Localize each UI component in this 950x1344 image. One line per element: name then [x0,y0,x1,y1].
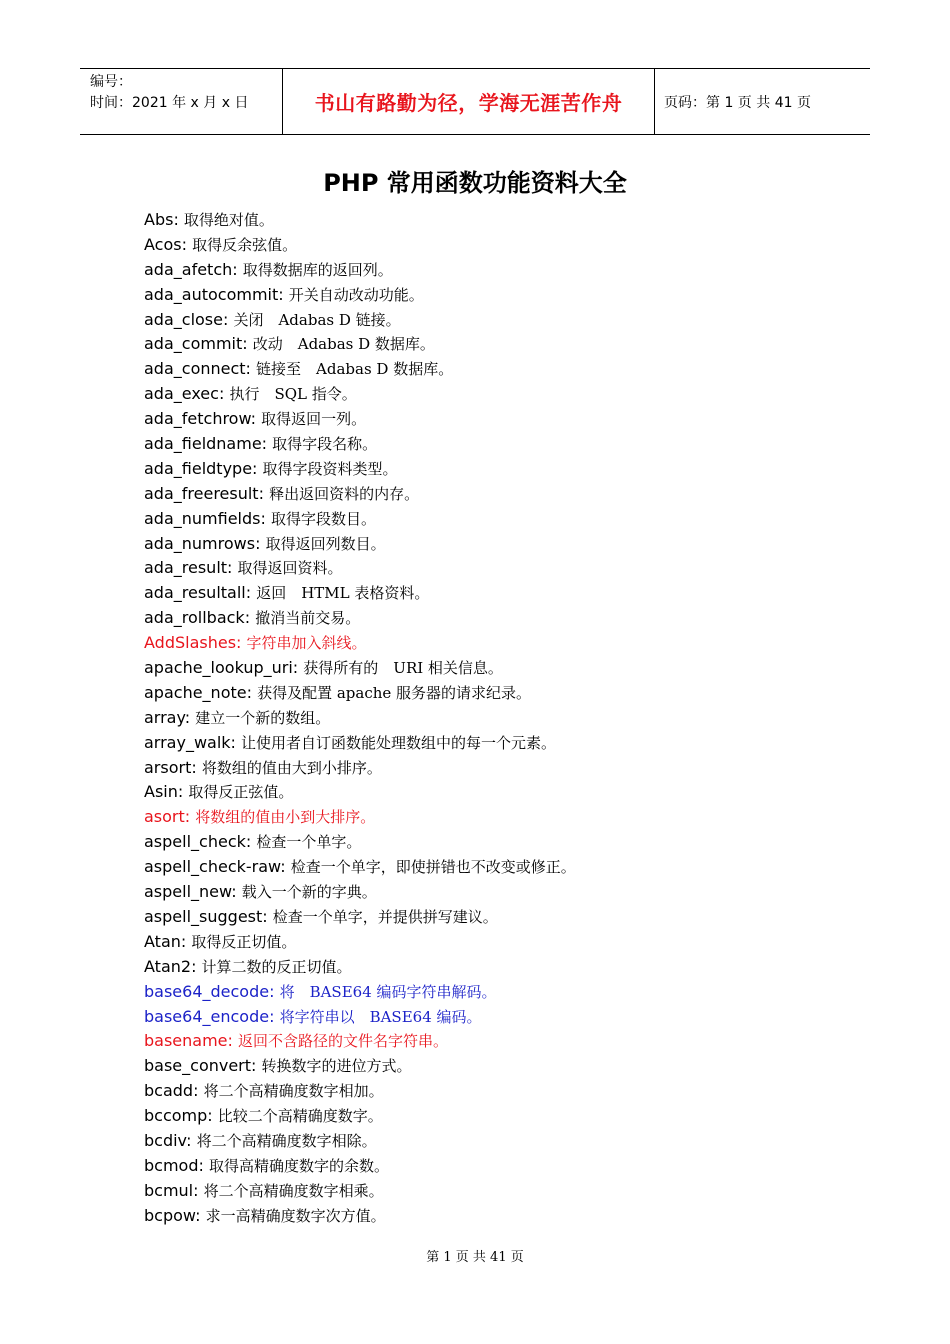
function-description: 计算二数的反正切值。 [201,957,352,976]
document-title: PHP 常用函数功能资料大全 [323,169,627,197]
function-name: Abs: [144,210,179,229]
function-description: 让使用者自订函数能处理数组中的每一个元素。 [241,733,557,752]
list-item [144,1005,864,1030]
function-name: basename: [144,1031,233,1051]
function-name: ada_close: [144,309,229,329]
function-description: 转换数字的进位方式。 [261,1057,412,1076]
list-item [144,855,864,880]
list-item [144,382,864,407]
function-description: 取得返回一列。 [261,410,367,429]
list-item [144,1154,864,1179]
function-description: 比较二个高精确度数字。 [217,1107,383,1126]
function-name: bcmod: [144,1155,204,1175]
function-name: AddSlashes: [144,633,242,653]
function-description: 执行 SQL 指令。 [229,385,357,404]
list-item [144,706,864,731]
function-description: 取得反余弦值。 [192,235,298,254]
function-description: 求一高精确度数字次方值。 [205,1206,386,1225]
list-item [144,631,864,656]
list-item [144,606,864,631]
function-name: aspell_check: [144,832,252,852]
function-name: Acos: [144,234,187,254]
header-table [80,68,870,135]
list-item [144,980,864,1005]
function-name: ada_freeresult: [144,483,264,503]
function-description: 撤消当前交易。 [255,609,361,628]
list-item [144,756,864,781]
function-name: ada_connect: [144,359,251,379]
list-item [144,880,864,905]
list-item [144,905,864,930]
list-item [144,656,864,681]
function-description: 将二个高精确度数字相加。 [203,1082,384,1101]
function-description: 取得反正弦值。 [188,783,294,802]
list-item [144,233,864,258]
header-info-cell [80,69,282,134]
function-name: apache_lookup_uri: [144,658,299,678]
function-name: ada_resultall: [144,583,252,603]
function-name: arsort: [144,757,197,777]
list-item [144,308,864,333]
list-item [144,507,864,532]
function-name: ada_rollback: [144,608,251,628]
function-description: 检查一个单字，并提供拼写建议。 [272,907,498,926]
function-description: 取得绝对值。 [183,211,274,229]
function-name: bccomp: [144,1106,213,1126]
function-description: 取得字段名称。 [272,435,378,454]
list-item [144,432,864,457]
list-item [144,258,864,283]
function-name: aspell_suggest: [144,906,268,926]
function-description: 检查一个单字。 [256,833,362,852]
function-name: array: [144,707,191,727]
list-item [144,830,864,855]
list-item [144,482,864,507]
function-name: apache_note: [144,682,252,702]
list-item [144,681,864,706]
function-description: 关闭 Adabas D 链接。 [233,310,401,329]
list-item [144,1204,864,1229]
date-text: 时间：2021 年 x 月 x 日 [90,95,249,111]
function-description: 获得所有的 URI 相关信息。 [303,659,503,678]
function-name: Atan2: [144,956,197,976]
function-description: 将数组的值由大到小排序。 [201,758,382,777]
function-description: 释出返回资料的内存。 [269,484,420,503]
function-description: 取得字段数目。 [270,509,376,528]
function-name: Atan: [144,931,187,951]
function-list [144,208,864,1229]
list-item [144,532,864,557]
function-description: 将数组的值由小到大排序。 [195,808,376,827]
function-description: 字符串加入斜线。 [246,634,367,653]
function-name: bcmul: [144,1180,199,1200]
function-description: 取得字段资料类型。 [262,459,398,478]
list-item [144,731,864,756]
function-description: 将 BASE64 编码字符串解码。 [279,982,497,1001]
function-description: 将二个高精确度数字相除。 [196,1131,377,1150]
list-item [144,208,864,233]
list-item [144,357,864,382]
function-name: ada_fieldtype: [144,458,258,478]
list-item [144,780,864,805]
function-description: 开关自动改动功能。 [288,285,424,304]
list-item [144,581,864,606]
function-name: Asin: [144,782,184,802]
function-description: 取得返回资料。 [237,559,343,578]
list-item [144,955,864,980]
function-description: 载入一个新的字典。 [241,883,377,902]
function-description: 检查一个单字，即使拼错也不改变或修正。 [290,858,576,877]
function-name: ada_autocommit: [144,284,284,304]
list-item [144,1054,864,1079]
page-footer: 第 1 页 共 41 页 [426,1250,524,1265]
list-item [144,1104,864,1129]
function-name: ada_fieldname: [144,434,268,454]
function-name: base64_encode: [144,1006,275,1026]
function-description: 取得反正切值。 [191,932,297,951]
function-description: 建立一个新的数组。 [195,708,331,727]
list-item [144,1129,864,1154]
function-name: base_convert: [144,1056,257,1076]
function-name: ada_numrows: [144,533,261,553]
function-name: ada_commit: [144,334,248,354]
function-description: 返回 HTML 表格资料。 [256,584,430,603]
header-slogan: 书山有路勤为径，学海无涯苦作舟 [282,69,655,134]
function-description: 取得返回列数目。 [265,534,386,553]
doc-number-label: 编号： [90,74,132,90]
list-item [144,407,864,432]
function-name: aspell_check-raw: [144,857,286,877]
function-description: 返回不含路径的文件名字符串。 [238,1032,449,1051]
function-description: 取得高精确度数字的余数。 [208,1156,389,1175]
list-item [144,805,864,830]
function-name: array_walk: [144,732,236,752]
function-name: ada_afetch: [144,259,238,279]
function-description: 链接至 Adabas D 数据库。 [256,360,454,379]
function-name: ada_result: [144,558,233,578]
list-item [144,1029,864,1054]
list-item [144,457,864,482]
list-item [144,1179,864,1204]
list-item [144,1079,864,1104]
function-name: asort: [144,807,191,827]
function-name: bcpow: [144,1205,201,1225]
function-name: ada_exec: [144,384,225,404]
function-description: 将二个高精确度数字相乘。 [203,1181,384,1200]
list-item [144,930,864,955]
list-item [144,556,864,581]
header-page-info: 页码：第 1 页 共 41 页 [664,94,811,111]
function-name: ada_numfields: [144,508,266,528]
function-description: 获得及配置 apache 服务器的请求纪录。 [257,683,532,702]
function-description: 取得数据库的返回列。 [242,260,393,279]
function-name: aspell_new: [144,882,237,902]
function-description: 将字符串以 BASE64 编码。 [279,1007,482,1026]
function-description: 改动 Adabas D 数据库。 [252,335,435,354]
function-name: ada_fetchrow: [144,409,257,429]
list-item [144,283,864,308]
list-item [144,332,864,357]
function-name: bcadd: [144,1081,199,1101]
function-name: bcdiv: [144,1130,192,1150]
function-name: base64_decode: [144,981,275,1001]
